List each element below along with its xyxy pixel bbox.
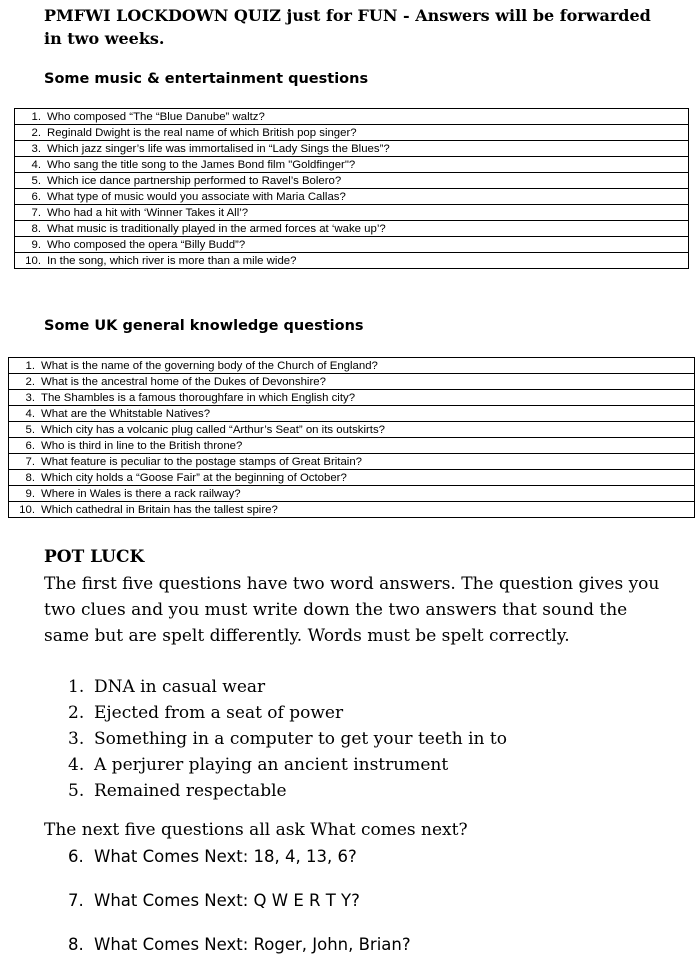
table-row [15,253,689,269]
question-cell [9,406,695,422]
question-text: Which cathedral in Britain has the tallest spire? [41,503,278,516]
question-cell [15,141,689,157]
list-item [68,726,507,752]
question-cell [15,237,689,253]
question-text: What feature is peculiar to the postage stamps of Great Britain? [41,455,363,468]
question-cell [15,189,689,205]
question-cell [9,470,695,486]
uk-questions-table [8,357,695,518]
table-row [15,189,689,205]
table-row [15,205,689,221]
table-row [15,237,689,253]
question-text: What is the ancestral home of the Dukes of Devonshire? [41,375,326,388]
item-text: A perjurer playing an ancient instrument [94,755,449,775]
table-row [9,422,695,438]
question-number: 5. [31,174,41,187]
question-number: 3. [25,391,35,404]
pot-luck-list [68,674,507,804]
item-number: 5. [68,781,85,801]
item-number: 7. [68,891,84,910]
item-number: 4. [68,755,85,775]
item-number: 6. [68,847,84,866]
question-cell [9,438,695,454]
question-cell [9,502,695,518]
table-row [9,454,695,470]
item-number: 3. [68,729,85,749]
question-number: 3. [31,142,41,155]
question-cell [9,358,695,374]
question-text: What is the name of the governing body of the Church of England? [41,359,378,372]
table-row [9,406,695,422]
item-number: 1. [68,677,85,697]
question-text: Which city holds a “Goose Fair” at the beginning of October? [41,471,347,484]
question-text: Which city has a volcanic plug called “Arthur’s Seat” on its outskirts? [41,423,385,436]
table-row [15,141,689,157]
uk-section-heading: Some UK general knowledge questions [44,318,364,334]
question-cell [9,422,695,438]
item-text: Ejected from a seat of power [94,703,344,723]
list-item [68,778,507,804]
question-number: 4. [25,407,35,420]
what-comes-next-item [68,846,357,868]
question-number: 1. [25,359,35,372]
question-text: What music is traditionally played in the armed forces at ‘wake up’? [47,222,386,235]
question-cell [9,486,695,502]
question-number: 1. [31,110,41,123]
question-cell [9,374,695,390]
pot-luck-heading: POT LUCK [44,547,145,567]
question-text: Where in Wales is there a rack railway? [41,487,241,500]
question-number: 2. [25,375,35,388]
table-row [15,221,689,237]
question-number: 9. [31,238,41,251]
question-text: Which ice dance partnership performed to Ravel’s Bolero? [47,174,342,187]
question-text: Who had a hit with ‘Winner Takes it All’? [47,206,249,219]
item-number: 8. [68,935,84,954]
item-text: What Comes Next: Q W E R T Y? [94,891,360,910]
table-row [9,390,695,406]
table-row [9,358,695,374]
table-row [9,374,695,390]
question-cell [15,125,689,141]
question-number: 8. [31,222,41,235]
question-number: 10. [19,503,35,516]
question-text: Who is third in line to the British throne? [41,439,243,452]
item-text: DNA in casual wear [94,677,266,697]
question-number: 7. [25,455,35,468]
question-number: 9. [25,487,35,500]
music-section-heading: Some music & entertainment questions [44,71,369,87]
question-number: 10. [25,254,41,267]
question-number: 8. [25,471,35,484]
question-cell [15,109,689,125]
list-item [68,674,507,700]
question-number: 6. [25,439,35,452]
music-questions-table [14,108,689,269]
item-text: Remained respectable [94,781,287,801]
question-cell [9,454,695,470]
table-row [15,173,689,189]
question-text: Reginald Dwight is the real name of which British pop singer? [47,126,357,139]
item-text: What Comes Next: Roger, John, Brian? [94,935,411,954]
table-row [15,157,689,173]
question-cell [15,221,689,237]
question-number: 5. [25,423,35,436]
what-comes-next-item [68,934,411,956]
question-cell [15,253,689,269]
question-cell [15,157,689,173]
question-text: The Shambles is a famous thoroughfare in which English city? [41,391,356,404]
question-number: 4. [31,158,41,171]
question-text: Who composed the opera “Billy Budd”? [47,238,246,251]
what-comes-next-intro: The next five questions all ask What comes next? [44,820,468,840]
table-row [9,438,695,454]
list-item [68,752,507,778]
what-comes-next-item [68,890,360,912]
question-text: What type of music would you associate with Maria Callas? [47,190,346,203]
pot-luck-intro: The first five questions have two word answers. The question gives you two clues and you must write down the two answers that sound the same but are spelt differently. Words must be spelt correctly. [44,574,660,646]
question-number: 7. [31,206,41,219]
table-row [9,502,695,518]
table-row [15,109,689,125]
question-cell [15,205,689,221]
list-item [68,700,507,726]
item-text: Something in a computer to get your teeth in to [94,729,507,749]
item-text: What Comes Next: 18, 4, 13, 6? [94,847,357,866]
table-row [15,125,689,141]
quiz-title: PMFWI LOCKDOWN QUIZ just for FUN - Answers will be forwarded in two weeks. [44,6,651,48]
table-row [9,486,695,502]
question-text: Which jazz singer’s life was immortalised in “Lady Sings the Blues”? [47,142,390,155]
question-text: Who sang the title song to the James Bond film "Goldfinger"? [47,158,356,171]
table-row [9,470,695,486]
question-text: In the song, which river is more than a mile wide? [47,254,297,267]
question-text: What are the Whitstable Natives? [41,407,211,420]
question-number: 6. [31,190,41,203]
question-cell [15,173,689,189]
question-cell [9,390,695,406]
question-number: 2. [31,126,41,139]
question-text: Who composed “The “Blue Danube” waltz? [47,110,265,123]
item-number: 2. [68,703,85,723]
